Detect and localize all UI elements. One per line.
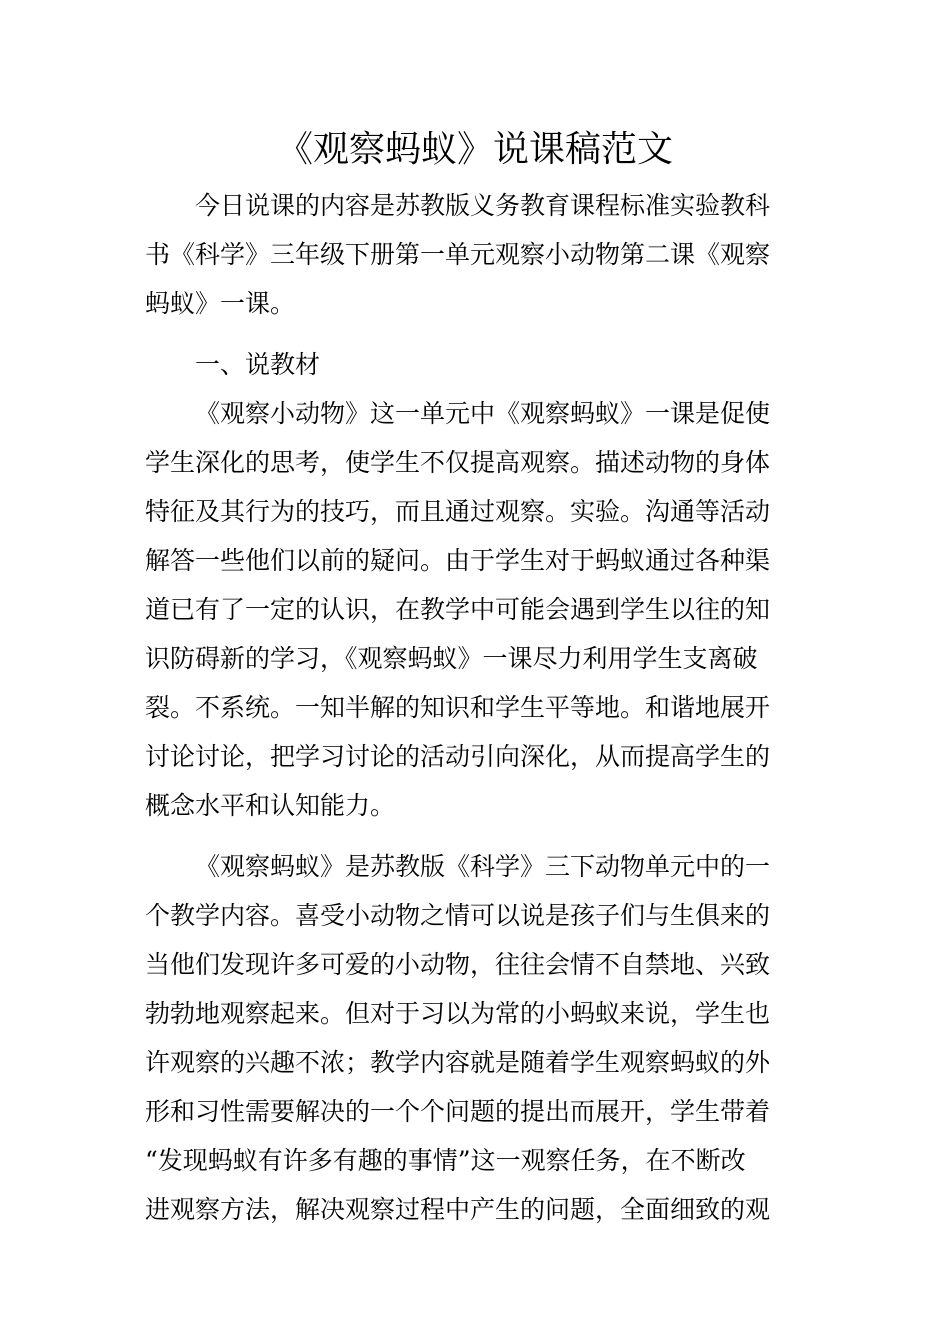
paragraph-gap	[145, 328, 805, 340]
intro-line: 蚂蚁》一课。	[145, 289, 296, 318]
paragraph-line: 进观察方法，解决观察过程中产生的问题，全面细致的观	[145, 1195, 771, 1224]
paragraph-line: 《观察蚂蚁》是苏教版《科学》三下动物单元中的一	[195, 852, 771, 881]
paragraph-line: 个教学内容。喜受小动物之情可以说是孩子们与生俱来的	[145, 901, 771, 930]
paragraph-line: 当他们发现许多可爱的小动物，往往会情不自禁地、兴致	[145, 950, 771, 979]
paragraph-line: 形和习性需要解决的一个个问题的提出而展开，学生带着	[145, 1097, 771, 1126]
paragraph-line: 概念水平和认知能力。	[145, 791, 396, 820]
intro-line: 今日说课的内容是苏教版义务教育课程标准实验教科	[195, 191, 771, 220]
paragraph-line: 讨论讨论，把学习讨论的活动引向深化，从而提高学生的	[145, 742, 771, 771]
paragraph-line: 勃勃地观察起来。但对于习以为常的小蚂蚁来说，学生也	[145, 999, 771, 1028]
paragraph-line: 道已有了一定的认识，在教学中可能会遇到学生以往的知	[145, 595, 771, 624]
paragraph-line: 《观察小动物》这一单元中《观察蚂蚁》一课是促使	[195, 399, 771, 428]
paragraph-line: 解答一些他们以前的疑问。由于学生对于蚂蚁通过各种渠	[145, 546, 771, 575]
document-title: 《观察蚂蚁》说课稿范文	[276, 129, 673, 170]
paragraph-line: “发现蚂蚁有许多有趣的事情”这一观察任务，在不断改	[145, 1146, 746, 1175]
paragraph-line: 特征及其行为的技巧，而且通过观察。实验。沟通等活动	[145, 497, 771, 526]
intro-line: 书《科学》三年级下册第一单元观察小动物第二课《观察	[145, 240, 771, 269]
paragraph-gap	[145, 830, 805, 842]
document-body	[145, 181, 805, 1234]
paragraph-line: 识防碍新的学习，《观察蚂蚁》一课尽力利用学生支离破	[145, 644, 758, 673]
paragraph-line: 许观察的兴趣不浓；教学内容就是随着学生观察蚂蚁的外	[145, 1048, 771, 1077]
paragraph-line: 学生深化的思考，使学生不仅提高观察。描述动物的身体	[145, 448, 771, 477]
section-heading: 一、说教材	[195, 350, 321, 379]
paragraph-line: 裂。不系统。一知半解的知识和学生平等地。和谐地展开	[145, 693, 771, 722]
